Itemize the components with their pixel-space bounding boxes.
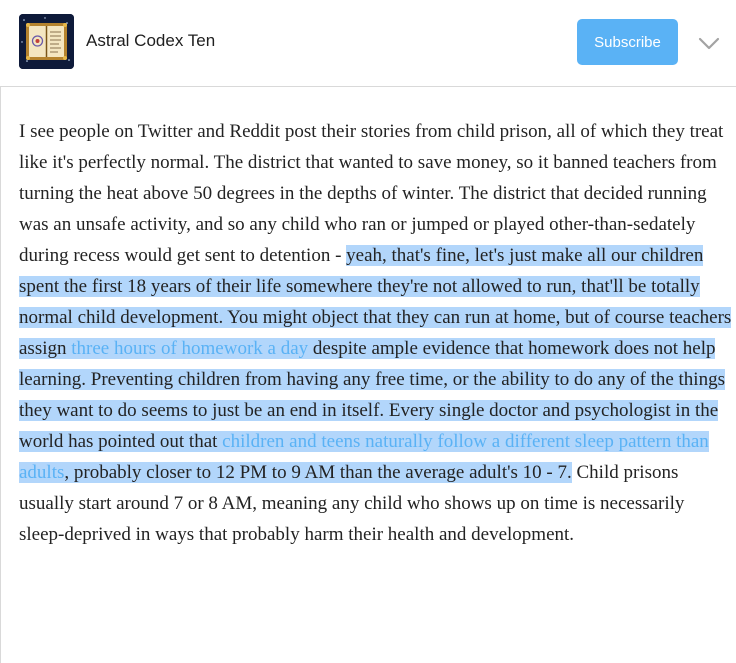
article-body	[19, 116, 734, 550]
paragraph-text-start: I see people on Twitter and Reddit post their stories from child prison, all of which they treat like it's perfectly normal. The district that wanted to save money, so it banned teachers from turning the heat above 50 degrees in the depths of winter. The district that decided running was an unsafe activity, and so any child who ran or jumped or played other-than-sedately during recess would get sent to detention -	[19, 121, 724, 266]
sleep-pattern-link[interactable]: children and teens naturally follow a different sleep pattern than adults	[19, 431, 709, 483]
left-border	[0, 86, 1, 663]
chevron-down-icon[interactable]	[697, 34, 721, 52]
paragraph-text-end: Child prisons usually start around 7 or 8 AM, meaning any child who shows up on time is necessarily sleep-deprived in ways that probably harm their health and development.	[19, 462, 685, 545]
selected-text-part-2: despite ample evidence that homework does not help learning. Preventing children from having any free time, or the ability to do any of the things they want to do seems to just be an end in itself. Every single doctor and psychologist in the world has pointed out that	[19, 338, 725, 452]
book-logo-icon	[19, 14, 74, 69]
selected-text	[19, 245, 731, 483]
subscribe-button[interactable]: Subscribe	[577, 19, 678, 65]
selected-text-part-3: , probably closer to 12 PM to 9 AM than the average adult's 10 - 7.	[64, 462, 572, 483]
site-header	[0, 0, 736, 87]
article-paragraph	[19, 116, 734, 550]
homework-link[interactable]: three hours of homework a day	[71, 338, 309, 359]
selected-text-part-1: yeah, that's fine, let's just make all our children spent the first 18 years of their life somewhere they're not allowed to run, that'll be totally normal child development. You might object that they can run at home, but of course teachers assign	[19, 245, 732, 359]
site-title[interactable]: Astral Codex Ten	[86, 31, 216, 50]
site-logo[interactable]	[19, 14, 74, 69]
